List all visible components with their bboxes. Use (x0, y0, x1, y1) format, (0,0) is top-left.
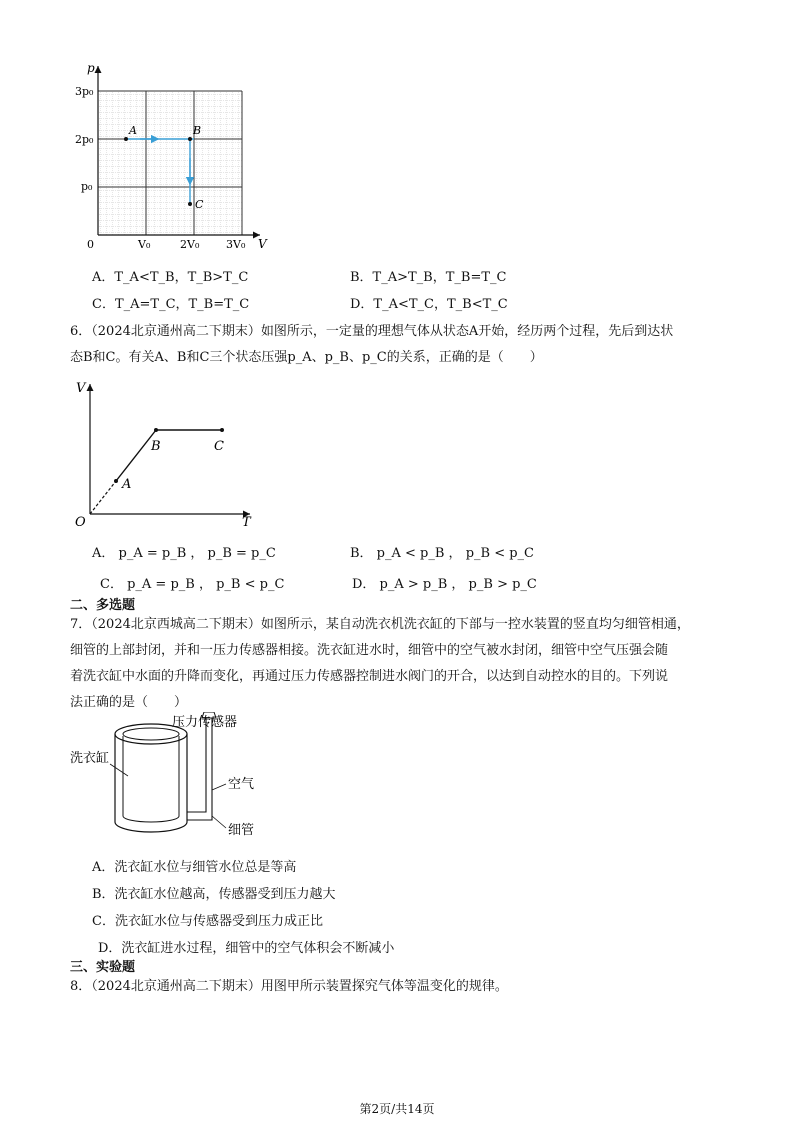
label-b-6: B (151, 439, 161, 454)
label-b: B (193, 124, 202, 137)
section-experiment: 三、实验题 (70, 960, 136, 975)
q6-stem-line1: 6．（2024北京通州高二下期末）如图所示，一定量的理想气体从状态A开始，经历两个过程，先后到达状 (70, 324, 674, 339)
page-number: 第2页/共14页 (359, 1102, 435, 1116)
tick-v0: V₀ (138, 238, 151, 251)
point-b-6 (154, 428, 158, 432)
q6-option-a[interactable]: A． p_A = p_B ， p_B = p_C (92, 546, 276, 561)
q7-option-a[interactable]: A．洗衣缸水位与细管水位总是等高 (92, 860, 297, 875)
label-c: C (195, 198, 204, 211)
tub-leader (110, 764, 128, 776)
point-a-6 (114, 479, 118, 483)
pv-graph (70, 58, 280, 258)
tick-3v0: 3V₀ (226, 238, 246, 251)
tub-inner-wall (123, 736, 179, 822)
q6-stem-line2: 态B和C。有关A、B和C三个状态压强p_A、p_B、p_C的关系，正确的是（ ） (70, 350, 543, 365)
q5-option-b[interactable]: B．T_A>T_B，T_B=T_C (350, 270, 507, 285)
tick-p0: p₀ (81, 180, 93, 193)
tube-inner (187, 718, 212, 820)
tub-body (115, 734, 187, 832)
tube-label: 细管 (228, 823, 255, 838)
t-axis-label-6: T (242, 515, 251, 530)
label-c-6: C (214, 439, 224, 454)
tub-top-inner (123, 728, 179, 740)
q7-stem-line2: 细管的上部封闭，并和一压力传感器相接。洗衣缸进水时，细管中的空气被水封闭，细管中空气压强会随 (70, 643, 669, 658)
point-c (188, 202, 192, 206)
q6-option-b[interactable]: B． p_A < p_B ， p_B < p_C (350, 546, 534, 561)
air-leader (212, 784, 226, 790)
process-ab-6 (116, 430, 156, 481)
q5-option-c[interactable]: C．T_A=T_C，T_B=T_C (92, 297, 250, 312)
q8-stem-line1: 8．（2024北京通州高二下期末）用图甲所示装置探究气体等温变化的规律。 (70, 979, 508, 994)
q7-stem-line3: 着洗衣缸中水面的升降而变化，再通过压力传感器控制进水阀门的开合，以达到自动控水的目的。下列说 (70, 669, 669, 684)
point-a (124, 137, 128, 141)
p-axis-label: p (87, 61, 95, 75)
origin-label-6: O (75, 515, 86, 530)
label-a: A (129, 124, 137, 137)
extrapolation-dashed (90, 481, 116, 514)
tick-0: 0 (87, 238, 94, 251)
v-axis-label: V (258, 237, 267, 251)
tick-2p0: 2p₀ (75, 133, 94, 146)
q6-option-c[interactable]: C． p_A = p_B ， p_B < p_C (100, 577, 285, 592)
sensor-label: 压力传感器 (172, 715, 238, 730)
vt-graph (70, 376, 270, 531)
q5-option-a[interactable]: A．T_A<T_B，T_B>T_C (92, 270, 249, 285)
washer-diagram (68, 712, 288, 847)
tube-outer (187, 718, 206, 812)
q7-option-c[interactable]: C．洗衣缸水位与传感器受到压力成正比 (92, 914, 323, 929)
tick-2v0: 2V₀ (180, 238, 200, 251)
q5-option-d[interactable]: D．T_A<T_C，T_B<T_C (350, 297, 508, 312)
q7-option-b[interactable]: B．洗衣缸水位越高，传感器受到压力越大 (92, 887, 336, 902)
point-b (188, 137, 192, 141)
q7-stem-line1: 7．（2024北京西城高二下期末）如图所示，某自动洗衣机洗衣缸的下部与一控水装置的竖直均匀细管相通， (70, 617, 690, 632)
q6-option-d[interactable]: D． p_A > p_B ， p_B > p_C (352, 577, 537, 592)
q7-stem-line4: 法正确的是（ ） (70, 695, 188, 710)
section-multi-choice: 二、多选题 (70, 598, 136, 613)
v-axis-label-6: V (76, 381, 86, 396)
tub-label: 洗衣缸 (70, 751, 110, 766)
q7-option-d[interactable]: D．洗衣缸进水过程，细管中的空气体积会不断减小 (98, 941, 395, 956)
air-label: 空气 (228, 777, 255, 792)
fine-grid (98, 91, 242, 235)
label-a-6: A (122, 477, 132, 492)
tick-3p0: 3p₀ (75, 85, 94, 98)
tube-leader (212, 816, 226, 828)
point-c-6 (220, 428, 224, 432)
